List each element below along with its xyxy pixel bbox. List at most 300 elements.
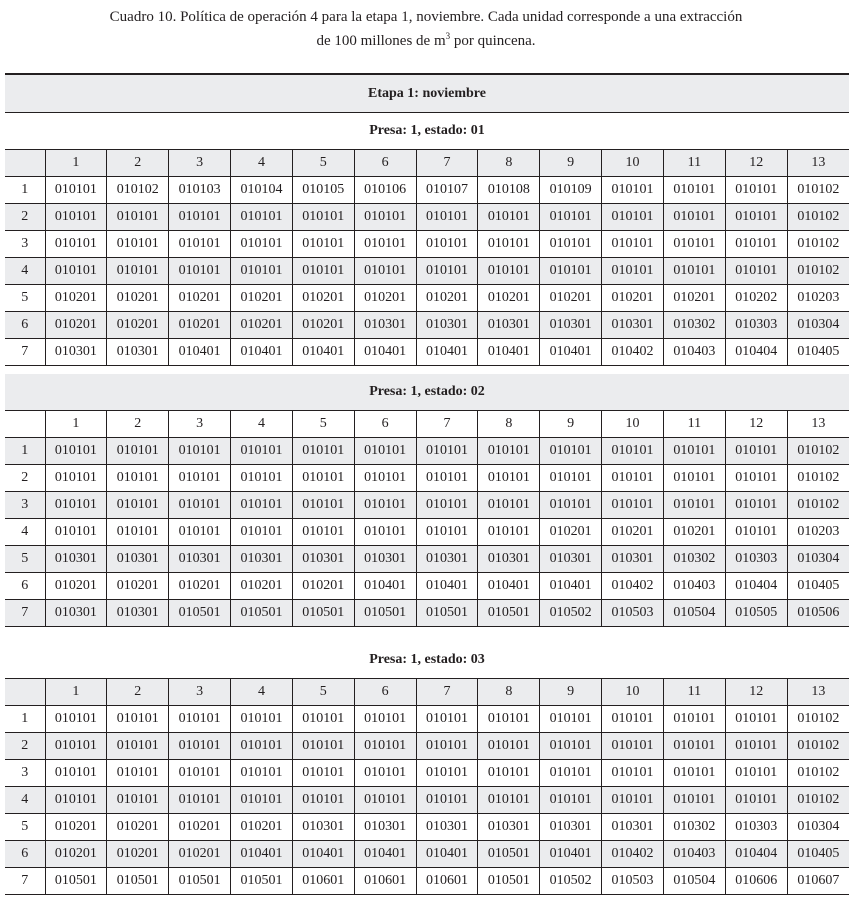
table-cell: 010302 [663, 814, 725, 841]
row-label: 1 [5, 177, 45, 204]
table-cell: 010101 [45, 733, 107, 760]
table-cell: 010101 [292, 258, 354, 285]
row-label: 6 [5, 841, 45, 868]
table-row [5, 706, 849, 733]
table-cell: 010401 [478, 339, 540, 366]
table-cell: 010101 [725, 787, 787, 814]
table-cell: 010101 [663, 231, 725, 258]
column-header: 8 [478, 411, 540, 438]
table-cell: 010102 [787, 492, 849, 519]
table-cell: 010101 [725, 760, 787, 787]
table-cell: 010101 [354, 760, 416, 787]
table-cell: 010101 [107, 465, 169, 492]
table-row [5, 312, 849, 339]
table-cell: 010301 [478, 546, 540, 573]
table-cell: 010301 [540, 546, 602, 573]
table-cell: 010101 [478, 519, 540, 546]
table-cell: 010107 [416, 177, 478, 204]
table-cell: 010101 [354, 204, 416, 231]
table-cell: 010101 [725, 258, 787, 285]
table-cell: 010101 [478, 706, 540, 733]
table-cell: 010201 [354, 285, 416, 312]
table-cell: 010101 [663, 733, 725, 760]
column-header: 13 [787, 679, 849, 706]
table-cell: 010101 [602, 787, 664, 814]
table-cell: 010101 [663, 492, 725, 519]
table-row [5, 258, 849, 285]
table-cell: 010506 [787, 600, 849, 627]
table-cell: 010101 [416, 733, 478, 760]
table-cell: 010101 [354, 519, 416, 546]
table-cell: 010501 [45, 868, 107, 895]
table-cell: 010401 [416, 841, 478, 868]
table-cell: 010101 [540, 787, 602, 814]
policy-table-2 [5, 374, 849, 627]
column-header: 3 [169, 150, 231, 177]
table-cell: 010201 [45, 814, 107, 841]
table-cell: 010301 [45, 546, 107, 573]
table-cell: 010101 [354, 438, 416, 465]
table-cell: 010101 [416, 204, 478, 231]
table-row [5, 814, 849, 841]
column-header: 1 [45, 679, 107, 706]
column-header: 6 [354, 150, 416, 177]
table-cell: 010401 [540, 841, 602, 868]
table-cell: 010101 [354, 465, 416, 492]
column-header: 9 [540, 411, 602, 438]
table-cell: 010101 [540, 492, 602, 519]
table-row [5, 841, 849, 868]
table-cell: 010501 [231, 600, 293, 627]
table-cell: 010101 [602, 706, 664, 733]
table-cell: 010101 [292, 760, 354, 787]
table-cell: 010101 [540, 733, 602, 760]
table-cell: 010101 [602, 465, 664, 492]
table-cell: 010201 [292, 573, 354, 600]
table-cell: 010501 [231, 868, 293, 895]
table-cell: 010101 [292, 787, 354, 814]
table-cell: 010101 [107, 706, 169, 733]
column-header: 12 [725, 679, 787, 706]
row-label: 2 [5, 204, 45, 231]
table-cell: 010101 [478, 465, 540, 492]
table-cell: 010102 [787, 465, 849, 492]
table-cell: 010101 [354, 787, 416, 814]
table-cell: 010101 [478, 760, 540, 787]
table-cell: 010101 [478, 438, 540, 465]
table-cell: 010101 [292, 733, 354, 760]
table-cell: 010502 [540, 600, 602, 627]
table-cell: 010101 [169, 465, 231, 492]
table-cell: 010101 [540, 706, 602, 733]
table-cell: 010401 [540, 573, 602, 600]
table-cell: 010101 [45, 438, 107, 465]
row-label: 1 [5, 438, 45, 465]
table-cell: 010301 [602, 814, 664, 841]
table-cell: 010301 [416, 312, 478, 339]
table-cell: 010201 [169, 814, 231, 841]
column-header: 10 [602, 679, 664, 706]
table-cell: 010303 [725, 814, 787, 841]
table-cell: 010101 [231, 733, 293, 760]
table-cell: 010301 [354, 312, 416, 339]
table-cell: 010301 [416, 546, 478, 573]
table-cell: 010501 [169, 868, 231, 895]
row-label: 3 [5, 492, 45, 519]
column-header: 6 [354, 679, 416, 706]
table-cell: 010101 [540, 760, 602, 787]
table-cell: 010101 [663, 760, 725, 787]
column-header: 5 [292, 679, 354, 706]
column-header-row [5, 679, 849, 706]
table-cell: 010201 [231, 814, 293, 841]
table-cell: 010501 [478, 868, 540, 895]
table-cell: 010101 [45, 760, 107, 787]
caption-text-end: por quincena. [450, 33, 536, 49]
table-cell: 010101 [663, 438, 725, 465]
column-header: 12 [725, 411, 787, 438]
table-cell: 010401 [478, 573, 540, 600]
table-cell: 010401 [231, 339, 293, 366]
column-header: 7 [416, 150, 478, 177]
table-cell: 010501 [169, 600, 231, 627]
table-row [5, 760, 849, 787]
table-cell: 010201 [231, 312, 293, 339]
table-cell: 010301 [354, 546, 416, 573]
table-cell: 010101 [663, 258, 725, 285]
table-cell: 010101 [169, 492, 231, 519]
table-cell: 010503 [602, 868, 664, 895]
policy-table-3 [5, 642, 849, 895]
row-label: 6 [5, 312, 45, 339]
column-header: 4 [231, 150, 293, 177]
table-cell: 010202 [725, 285, 787, 312]
table-cell: 010101 [45, 204, 107, 231]
table-cell: 010101 [602, 258, 664, 285]
table-cell: 010101 [416, 231, 478, 258]
table-cell: 010101 [231, 438, 293, 465]
table-cell: 010101 [107, 231, 169, 258]
table-row [5, 177, 849, 204]
table-cell: 010301 [478, 814, 540, 841]
table-cell: 010101 [231, 519, 293, 546]
table-cell: 010203 [787, 285, 849, 312]
table-cell: 010105 [292, 177, 354, 204]
table-cell: 010405 [787, 573, 849, 600]
table-cell: 010101 [478, 787, 540, 814]
table-cell: 010301 [292, 814, 354, 841]
table-cell: 010101 [354, 706, 416, 733]
column-header: 6 [354, 411, 416, 438]
table-cell: 010101 [602, 733, 664, 760]
table-cell: 010401 [540, 339, 602, 366]
row-label: 7 [5, 868, 45, 895]
column-header: 4 [231, 411, 293, 438]
table-cell: 010101 [602, 760, 664, 787]
row-label: 1 [5, 706, 45, 733]
table-cell: 010301 [354, 814, 416, 841]
table-cell: 010405 [787, 339, 849, 366]
table-cell: 010401 [169, 339, 231, 366]
table-row [5, 339, 849, 366]
table-cell: 010101 [169, 706, 231, 733]
table-cell: 010101 [169, 519, 231, 546]
table-cell: 010301 [540, 312, 602, 339]
column-header-row [5, 411, 849, 438]
table-cell: 010101 [107, 760, 169, 787]
table-cell: 010101 [416, 706, 478, 733]
column-header: 11 [663, 411, 725, 438]
table-row [5, 573, 849, 600]
table-row [5, 600, 849, 627]
table-cell: 010402 [602, 841, 664, 868]
table-cell: 010101 [540, 231, 602, 258]
table-cell: 010201 [107, 814, 169, 841]
column-header: 13 [787, 411, 849, 438]
table-row [5, 438, 849, 465]
table-cell: 010101 [478, 733, 540, 760]
header-corner [5, 679, 45, 706]
table-cell: 010504 [663, 868, 725, 895]
table-cell: 010405 [787, 841, 849, 868]
stage-banner-row [5, 74, 849, 113]
table-cell: 010103 [169, 177, 231, 204]
row-label: 3 [5, 760, 45, 787]
table-cell: 010201 [540, 285, 602, 312]
table-cell: 010303 [725, 546, 787, 573]
table-cell: 010102 [787, 760, 849, 787]
table-cell: 010101 [107, 258, 169, 285]
table-cell: 010101 [292, 492, 354, 519]
table-cell: 010201 [107, 573, 169, 600]
column-header: 11 [663, 150, 725, 177]
table-cell: 010502 [540, 868, 602, 895]
table-cell: 010201 [169, 285, 231, 312]
table-cell: 010101 [231, 231, 293, 258]
table-row [5, 492, 849, 519]
caption-line-1: Cuadro 10. Política de operación 4 para la etapa 1, noviembre. Cada unidad corresponde a una extracción [109, 9, 743, 25]
table-cell: 010401 [354, 339, 416, 366]
row-label: 7 [5, 600, 45, 627]
table-cell: 010201 [45, 312, 107, 339]
table-cell: 010101 [292, 438, 354, 465]
table-cell: 010101 [602, 492, 664, 519]
table-row [5, 285, 849, 312]
table-cell: 010301 [45, 339, 107, 366]
table-title-row [5, 113, 849, 150]
column-header: 10 [602, 411, 664, 438]
table-cell: 010101 [725, 492, 787, 519]
table-cell: 010101 [107, 438, 169, 465]
column-header: 4 [231, 679, 293, 706]
table-cell: 010101 [416, 465, 478, 492]
table-cell: 010101 [725, 204, 787, 231]
table-cell: 010101 [169, 204, 231, 231]
row-label: 5 [5, 285, 45, 312]
table-cell: 010108 [478, 177, 540, 204]
table-cell: 010201 [540, 519, 602, 546]
table-cell: 010201 [45, 573, 107, 600]
table-cell: 010301 [107, 600, 169, 627]
table-cell: 010101 [45, 465, 107, 492]
table-cell: 010401 [231, 841, 293, 868]
column-header: 8 [478, 679, 540, 706]
table-cell: 010101 [478, 204, 540, 231]
table-cell: 010504 [663, 600, 725, 627]
table-cell: 010401 [416, 339, 478, 366]
table-cell: 010102 [787, 204, 849, 231]
table-cell: 010101 [725, 231, 787, 258]
table-cell: 010201 [602, 519, 664, 546]
column-header: 8 [478, 150, 540, 177]
table-cell: 010101 [169, 733, 231, 760]
table-cell: 010109 [540, 177, 602, 204]
table-cell: 010201 [107, 841, 169, 868]
table-cell: 010501 [416, 600, 478, 627]
table-cell: 010102 [787, 787, 849, 814]
table-cell: 010403 [663, 841, 725, 868]
table-cell: 010101 [416, 760, 478, 787]
table-cell: 010101 [169, 231, 231, 258]
column-header: 1 [45, 411, 107, 438]
table-cell: 010101 [45, 519, 107, 546]
table-cell: 010101 [663, 204, 725, 231]
table-cell: 010201 [663, 519, 725, 546]
table-cell: 010301 [292, 546, 354, 573]
stage-banner: Etapa 1: noviembre [5, 74, 849, 113]
table-cell: 010304 [787, 312, 849, 339]
table-title: Presa: 1, estado: 03 [369, 652, 485, 667]
table-cell: 010503 [602, 600, 664, 627]
table-cell: 010101 [354, 231, 416, 258]
table-cell: 010303 [725, 312, 787, 339]
table-cell: 010101 [231, 492, 293, 519]
table-cell: 010301 [478, 312, 540, 339]
row-label: 4 [5, 258, 45, 285]
row-label: 2 [5, 465, 45, 492]
table-cell: 010201 [478, 285, 540, 312]
table-cell: 010201 [169, 312, 231, 339]
table-cell: 010101 [169, 787, 231, 814]
column-header: 1 [45, 150, 107, 177]
table-cell: 010201 [231, 285, 293, 312]
table-cell: 010101 [45, 258, 107, 285]
table-row [5, 519, 849, 546]
table-cell: 010501 [107, 868, 169, 895]
table-cell: 010101 [416, 787, 478, 814]
policy-table-1 [5, 73, 849, 366]
table-cell: 010101 [725, 177, 787, 204]
table-cell: 010401 [292, 339, 354, 366]
table-row [5, 733, 849, 760]
table-cell: 010101 [663, 177, 725, 204]
table-cell: 010401 [354, 573, 416, 600]
table-cell: 010401 [354, 841, 416, 868]
caption-line-2 [0, 29, 852, 53]
table-cell: 010101 [416, 519, 478, 546]
header-corner [5, 411, 45, 438]
table-cell: 010102 [787, 231, 849, 258]
table-cell: 010201 [292, 285, 354, 312]
column-header-row [5, 150, 849, 177]
table-cell: 010403 [663, 339, 725, 366]
table-cell: 010302 [663, 546, 725, 573]
column-header: 5 [292, 150, 354, 177]
table-cell: 010505 [725, 600, 787, 627]
table-cell: 010101 [45, 787, 107, 814]
table-cell: 010101 [231, 760, 293, 787]
table-cell: 010101 [45, 706, 107, 733]
table-cell: 010101 [292, 231, 354, 258]
table-cell: 010101 [107, 733, 169, 760]
column-header: 3 [169, 679, 231, 706]
table-cell: 010201 [416, 285, 478, 312]
table-cell: 010102 [107, 177, 169, 204]
column-header: 9 [540, 150, 602, 177]
table-cell: 010201 [107, 312, 169, 339]
table-cell: 010404 [725, 573, 787, 600]
table-cell: 010101 [663, 706, 725, 733]
column-header: 10 [602, 150, 664, 177]
table-cell: 010501 [292, 600, 354, 627]
row-label: 5 [5, 814, 45, 841]
table-row [5, 465, 849, 492]
table-cell: 010101 [478, 492, 540, 519]
table-cell: 010301 [107, 546, 169, 573]
table-cell: 010101 [602, 438, 664, 465]
table-cell: 010101 [231, 258, 293, 285]
table-cell: 010304 [787, 546, 849, 573]
table-cell: 010601 [354, 868, 416, 895]
table-cell: 010301 [107, 339, 169, 366]
table-cell: 010101 [478, 258, 540, 285]
table-cell: 010101 [107, 519, 169, 546]
table-cell: 010101 [292, 519, 354, 546]
table-cell: 010201 [292, 312, 354, 339]
column-header: 2 [107, 150, 169, 177]
table-cell: 010101 [725, 519, 787, 546]
table-cell: 010606 [725, 868, 787, 895]
table-cell: 010101 [725, 733, 787, 760]
column-header: 12 [725, 150, 787, 177]
table-cell: 010101 [231, 787, 293, 814]
table-cell: 010404 [725, 841, 787, 868]
table-cell: 010101 [354, 492, 416, 519]
table-cell: 010401 [416, 573, 478, 600]
table-cell: 010101 [169, 760, 231, 787]
table-cell: 010404 [725, 339, 787, 366]
table-title-row [5, 374, 849, 411]
table-cell: 010101 [416, 438, 478, 465]
table-cell: 010101 [231, 204, 293, 231]
table-cell: 010201 [169, 841, 231, 868]
row-label: 7 [5, 339, 45, 366]
table-cell: 010101 [107, 787, 169, 814]
table-cell: 010101 [231, 465, 293, 492]
table-cell: 010102 [787, 177, 849, 204]
column-header: 13 [787, 150, 849, 177]
table-cell: 010101 [540, 465, 602, 492]
table-row [5, 787, 849, 814]
table-cell: 010101 [292, 465, 354, 492]
table-cell: 010101 [416, 492, 478, 519]
row-label: 6 [5, 573, 45, 600]
column-header: 7 [416, 411, 478, 438]
column-header: 7 [416, 679, 478, 706]
table-cell: 010101 [602, 231, 664, 258]
table-cell: 010301 [540, 814, 602, 841]
table-cell: 010101 [663, 787, 725, 814]
